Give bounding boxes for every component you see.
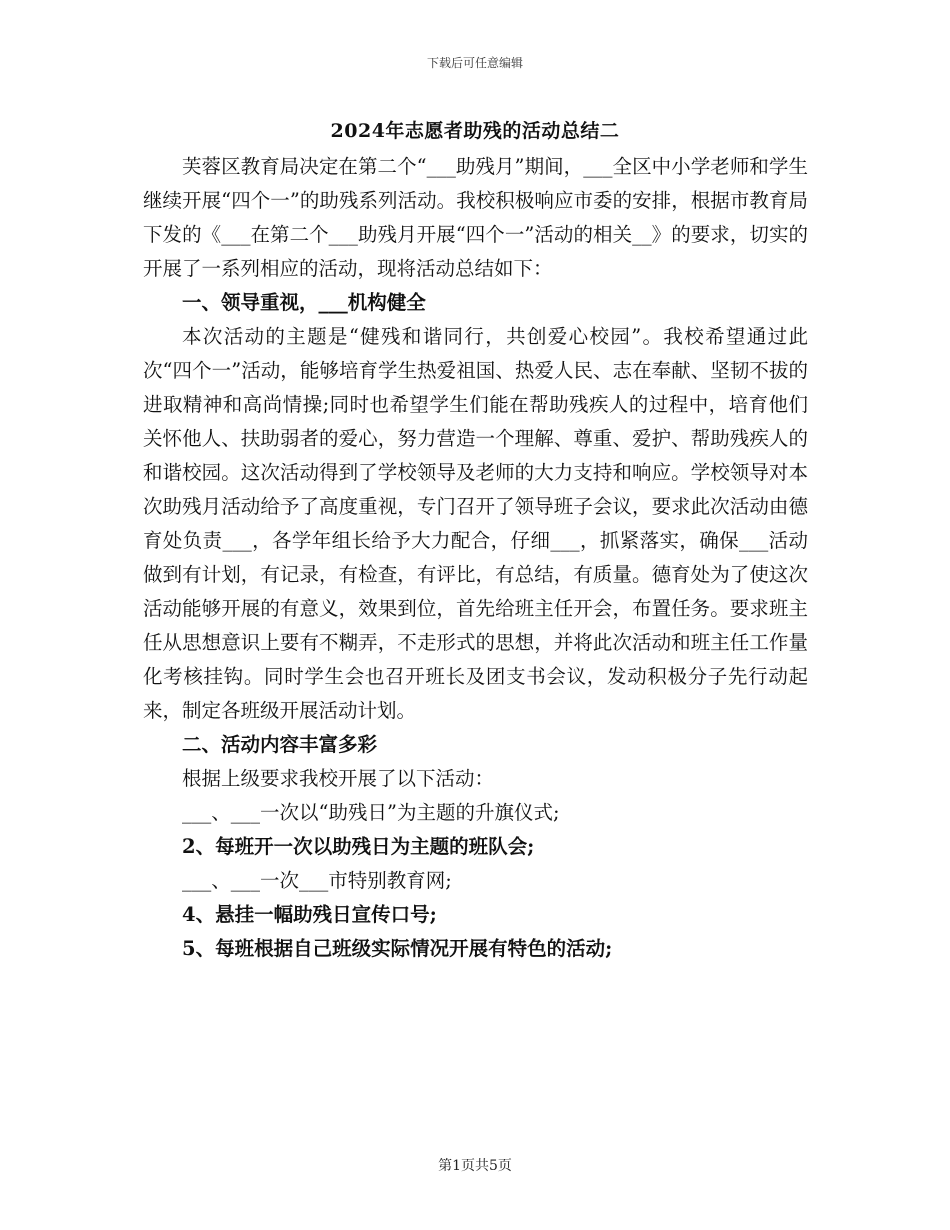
activity-item: 5、每班根据自己班级实际情况开展有特色的活动;: [182, 937, 613, 960]
activity-item: 2、每班开一次以助残日为主题的班队会;: [182, 835, 535, 858]
intro-paragraph: 芙蓉区教育局决定在第二个“___助残月”期间，___全区中小学老师和学生继续开展“四个一”的助残系列活动。我校积极响应市委的安排，根据市教育局下发的《___在第二个___助残月开展“四个一”活动的相关__》的要求，切实的开展了一系列相应的活动，现将活动总结如下：: [143, 155, 808, 280]
activity-item: ___、___一次___市特别教育网;: [182, 869, 452, 892]
page-header-note: 下载后可任意编辑: [426, 56, 523, 70]
document-body: [143, 150, 808, 966]
activity-item: ___、___一次以“助残日”为主题的升旗仪式;: [182, 801, 560, 824]
section-2-heading: 二、活动内容丰富多彩: [182, 733, 378, 756]
section-2-intro: 根据上级要求我校开展了以下活动：: [182, 767, 495, 790]
page-footer-number: 第1页共5页: [438, 1158, 512, 1174]
section-1-heading: 一、领导重视，___机构健全: [182, 291, 426, 314]
activity-item: 4、悬挂一幅助残日宣传口号;: [182, 903, 437, 926]
section-1-paragraph: 本次活动的主题是“健残和谐同行，共创爱心校园”。我校希望通过此次“四个一”活动，能够培育学生热爱祖国、热爱人民、志在奉献、坚韧不拔的进取精神和高尚情操;同时也希望学生们能在帮助残疾人的过程中，培育他们关怀他人、扶助弱者的爱心，努力营造一个理解、尊重、爱护、帮助残疾人的和谐校园。这次活动得到了学校领导及老师的大力支持和响应。学校领导对本次助残月活动给予了高度重视，专门召开了领导班子会议，要求此次活动由德育处负责___，各学年组长给予大力配合，仔细___，抓紧落实，确保___活动做到有计划，有记录，有检查，有评比，有总结，有质量。德育处为了使这次活动能够开展的有意义，效果到位，首先给班主任开会，布置任务。要求班主任从思想意识上要有不糊弄，不走形式的思想，并将此次活动和班主任工作量化考核挂钩。同时学生会也召开班长及团支书会议，发动积极分子先行动起来，制定各班级开展活动计划。: [143, 325, 808, 722]
document-title: 2024年志愿者助残的活动总结二: [330, 120, 620, 142]
